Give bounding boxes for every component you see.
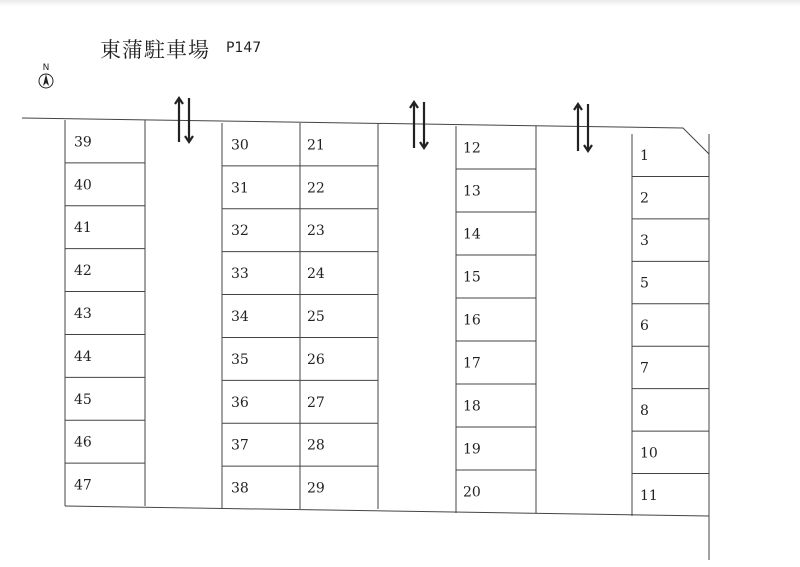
parking-space-number: 37 <box>231 437 249 454</box>
parking-space-number: 32 <box>231 223 249 240</box>
parking-space-number: 10 <box>640 445 658 462</box>
parking-space-number: 2 <box>640 190 649 207</box>
parking-space-number: 17 <box>463 355 481 372</box>
parking-space-number: 31 <box>231 180 249 197</box>
parking-space-number: 1 <box>640 148 649 165</box>
parking-space-number: 5 <box>640 275 649 292</box>
lot-boundary <box>22 118 709 560</box>
parking-space-number: 6 <box>640 318 649 334</box>
parking-space-number: 44 <box>74 348 92 365</box>
parking-space-number: 21 <box>307 137 325 154</box>
parking-space-number: 46 <box>74 434 92 451</box>
parking-space-number: 14 <box>463 226 481 243</box>
two-way-arrow-icon <box>574 104 592 151</box>
parking-space-number: 27 <box>307 394 325 411</box>
parking-space-number: 23 <box>307 223 325 240</box>
parking-space-number: 47 <box>74 477 92 494</box>
parking-space-number: 22 <box>307 180 325 197</box>
parking-space-number: 15 <box>463 269 481 286</box>
parking-space-number: 8 <box>640 402 649 419</box>
north-label: N <box>42 63 50 73</box>
parking-space-number: 35 <box>231 351 249 368</box>
parking-space-number: 20 <box>463 484 481 501</box>
parking-space-number: 16 <box>463 312 481 329</box>
page-title: 東蒲駐車場 <box>100 38 210 62</box>
parking-space-number: 42 <box>74 263 92 280</box>
parking-space-number: 28 <box>307 437 325 454</box>
parking-space-number: 7 <box>640 360 649 377</box>
parking-space-number: 13 <box>463 183 481 200</box>
parking-space-number: 34 <box>231 309 249 325</box>
parking-space-number: 19 <box>463 441 481 458</box>
parking-space-number: 11 <box>640 487 658 504</box>
parking-space-number: 30 <box>231 137 249 154</box>
parking-space-number: 39 <box>74 134 92 151</box>
parking-space-number: 43 <box>74 306 92 322</box>
parking-space-number: 40 <box>74 177 92 194</box>
parking-space-number: 41 <box>74 220 92 237</box>
parking-space-number: 38 <box>231 480 249 497</box>
parking-space-number: 25 <box>307 309 325 325</box>
page-reference: P147 <box>226 40 262 56</box>
parking-space-number: 12 <box>463 140 481 157</box>
parking-space-number: 3 <box>640 233 649 250</box>
parking-spaces <box>65 120 709 516</box>
parking-space-number: 33 <box>231 266 249 283</box>
parking-space-number: 45 <box>74 391 92 408</box>
parking-space-number: 29 <box>307 480 325 497</box>
parking-space-number: 26 <box>307 351 325 368</box>
two-way-arrow-icon <box>410 102 428 148</box>
parking-space-number: 36 <box>231 394 249 411</box>
lot-bottom-line <box>65 506 709 516</box>
parking-space-number: 24 <box>307 266 325 283</box>
parking-space-number: 18 <box>463 398 481 415</box>
